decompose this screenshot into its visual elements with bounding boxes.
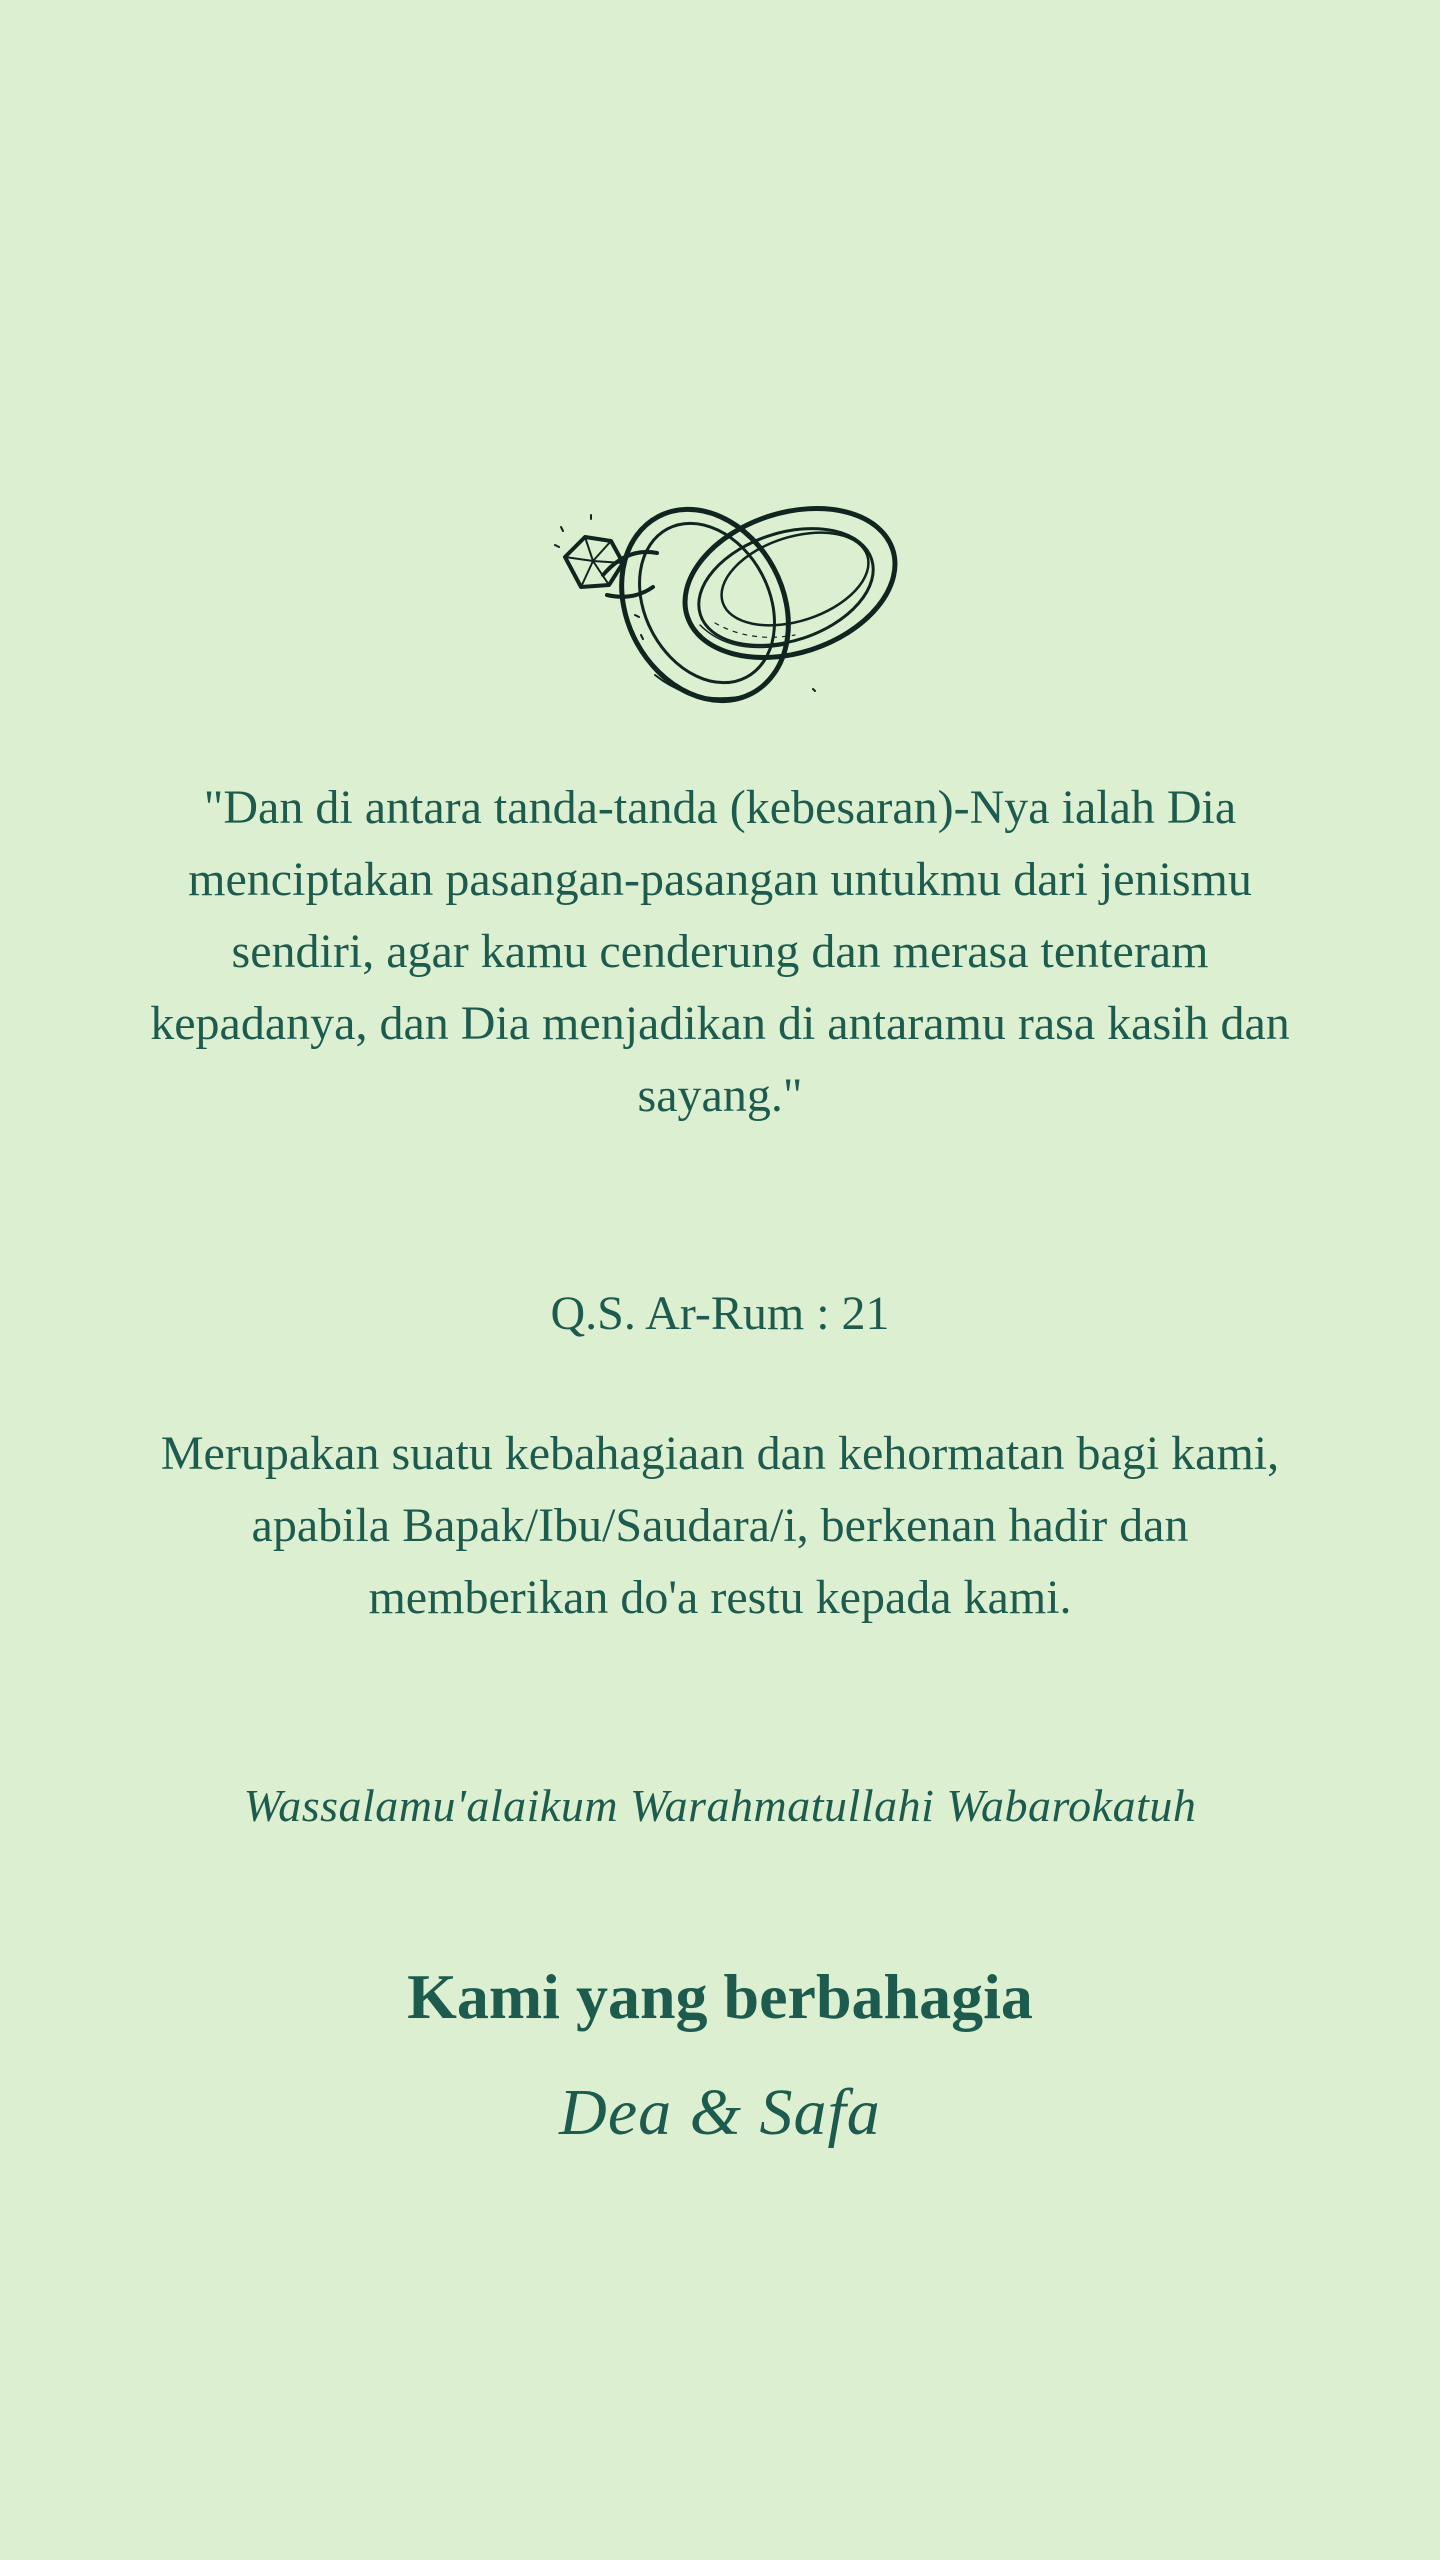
verse-reference: Q.S. Ar-Rum : 21	[550, 1287, 890, 1340]
wedding-rings-icon	[545, 475, 905, 715]
couple-names: Dea & Safa	[559, 2076, 881, 2149]
invitation-message: Merupakan suatu kebahagiaan dan kehormatan bagi kami, apabila Bapak/Ibu/Saudara/i, berkenan hadir dan memberikan do'a restu kepada kami.	[160, 1427, 1280, 1624]
signoff-heading: Kami yang berbahagia	[407, 1961, 1033, 2032]
quran-verse: "Dan di antara tanda-tanda (kebesaran)-Nya ialah Dia menciptakan pasangan-pasangan untukmu dari jenismu sendiri, agar kamu cenderung dan merasa tenteram kepadanya, dan Dia menjadikan di antaramu rasa kasih dan sayang."	[150, 781, 1290, 1122]
closing-greeting: Wassalamu'alaikum Warahmatullahi Wabarokatuh	[243, 1780, 1197, 1831]
